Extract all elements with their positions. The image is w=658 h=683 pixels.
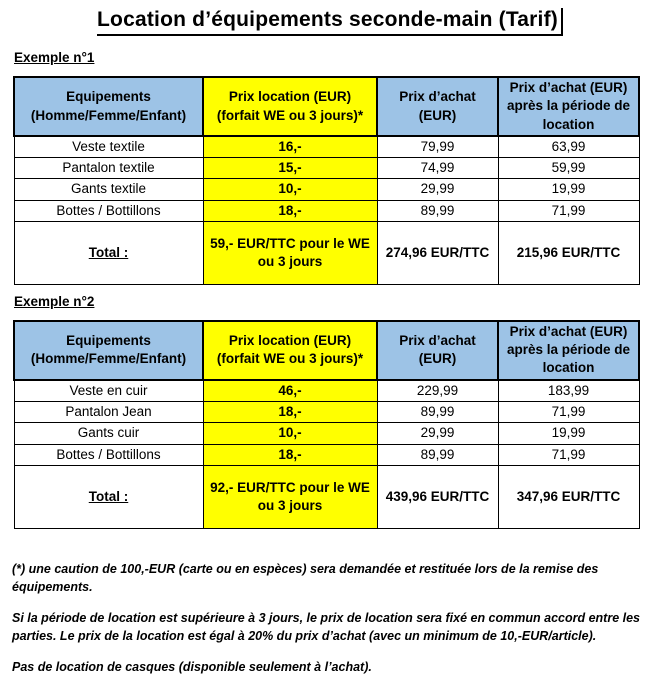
rent-price: 10,- xyxy=(203,423,377,444)
total-buy-price: 274,96 EUR/TTC xyxy=(377,221,498,284)
header-prix-location: Prix location (EUR) (forfait WE ou 3 jours)* xyxy=(203,77,377,136)
equipment-name: Gants textile xyxy=(14,179,203,200)
equipment-name: Bottes / Bottillons xyxy=(14,444,203,465)
header-equipements: Equipements (Homme/Femme/Enfant) xyxy=(14,321,203,380)
buy-price: 29,99 xyxy=(377,423,498,444)
total-buy-price-after: 215,96 EUR/TTC xyxy=(498,221,639,284)
total-buy-price-after: 347,96 EUR/TTC xyxy=(498,465,639,528)
buy-price-after: 183,99 xyxy=(498,380,639,402)
table-row xyxy=(14,402,639,423)
rent-price: 16,- xyxy=(203,136,377,158)
header-row xyxy=(14,77,639,136)
buy-price-after: 63,99 xyxy=(498,136,639,158)
rent-price: 18,- xyxy=(203,200,377,221)
header-prix-achat: Prix d’achat (EUR) xyxy=(377,77,498,136)
buy-price: 89,99 xyxy=(377,200,498,221)
equipment-name: Veste textile xyxy=(14,136,203,158)
tariff-table-example-1 xyxy=(13,76,640,285)
equipment-name: Veste en cuir xyxy=(14,380,203,402)
total-label: Total : xyxy=(14,221,203,284)
rent-price: 15,- xyxy=(203,158,377,179)
footnote-casques: Pas de location de casques (disponible seulement à l’achat). xyxy=(12,660,372,675)
buy-price: 89,99 xyxy=(377,444,498,465)
table-row xyxy=(14,423,639,444)
header-equipements: Equipements (Homme/Femme/Enfant) xyxy=(14,77,203,136)
table-row xyxy=(14,200,639,221)
buy-price: 79,99 xyxy=(377,136,498,158)
buy-price-after: 71,99 xyxy=(498,402,639,423)
table-row xyxy=(14,136,639,158)
equipment-name: Pantalon Jean xyxy=(14,402,203,423)
buy-price-after: 71,99 xyxy=(498,444,639,465)
section-heading-example-1: Exemple n°1 xyxy=(14,50,95,65)
equipment-name: Pantalon textile xyxy=(14,158,203,179)
total-rent-price: 59,- EUR/TTC pour le WE ou 3 jours xyxy=(203,221,377,284)
header-prix-location: Prix location (EUR) (forfait WE ou 3 jours)* xyxy=(203,321,377,380)
buy-price-after: 59,99 xyxy=(498,158,639,179)
rent-price: 18,- xyxy=(203,402,377,423)
buy-price: 89,99 xyxy=(377,402,498,423)
equipment-name: Bottes / Bottillons xyxy=(14,200,203,221)
buy-price-after: 71,99 xyxy=(498,200,639,221)
equipment-name: Gants cuir xyxy=(14,423,203,444)
table-row xyxy=(14,444,639,465)
rent-price: 10,- xyxy=(203,179,377,200)
buy-price: 229,99 xyxy=(377,380,498,402)
tariff-table-example-2 xyxy=(13,320,640,529)
buy-price-after: 19,99 xyxy=(498,179,639,200)
section-heading-example-2: Exemple n°2 xyxy=(14,293,95,309)
total-row xyxy=(14,221,639,284)
buy-price: 29,99 xyxy=(377,179,498,200)
buy-price: 74,99 xyxy=(377,158,498,179)
total-row xyxy=(14,465,639,528)
buy-price-after: 19,99 xyxy=(498,423,639,444)
header-prix-achat-apres: Prix d’achat (EUR) après la période de location xyxy=(498,321,639,380)
table-row xyxy=(14,179,639,200)
title-wrap xyxy=(12,8,648,36)
table-row xyxy=(14,380,639,402)
header-prix-achat-apres: Prix d’achat (EUR) après la période de location xyxy=(498,77,639,136)
header-row xyxy=(14,321,639,380)
footnotes xyxy=(12,560,648,677)
total-label: Total : xyxy=(14,465,203,528)
footnote-duree: Si la période de location est supérieure à 3 jours, le prix de location sera fixé en commun accord entre les parties. Le prix de la location est égal à 20% du prix d’achat (avec un minimum de 10,-EUR/article). xyxy=(12,611,640,644)
table-row xyxy=(14,158,639,179)
footnote-caution: (*) une caution de 100,-EUR (carte ou en espèces) sera demandée et restituée lors de la remise des équipements. xyxy=(12,561,599,594)
rent-price: 46,- xyxy=(203,380,377,402)
header-prix-achat: Prix d’achat (EUR) xyxy=(377,321,498,380)
page-title: Location d’équipements seconde-main (Tarif) xyxy=(97,8,563,36)
total-rent-price: 92,- EUR/TTC pour le WE ou 3 jours xyxy=(203,465,377,528)
rent-price: 18,- xyxy=(203,444,377,465)
total-buy-price: 439,96 EUR/TTC xyxy=(377,465,498,528)
